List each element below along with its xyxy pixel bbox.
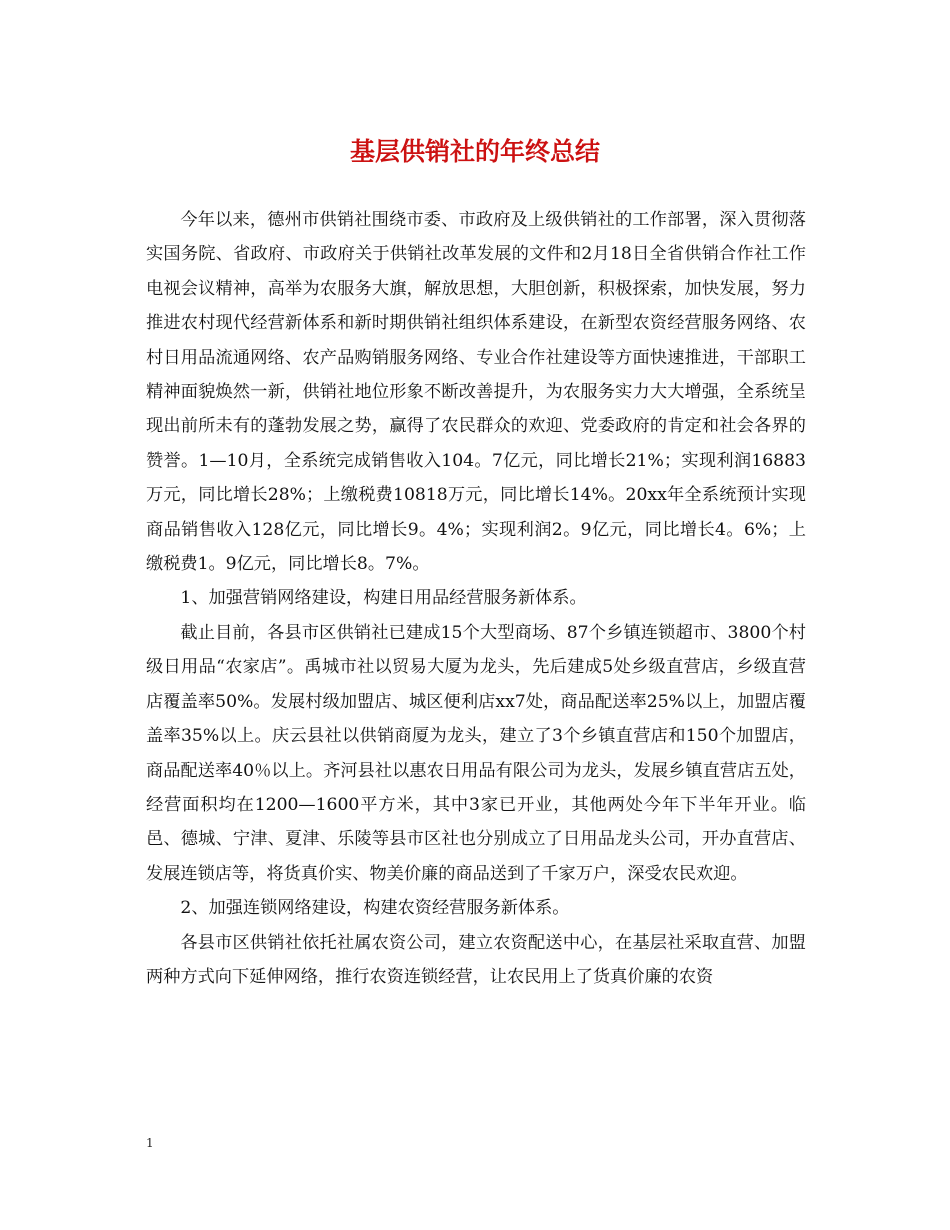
- section-heading-2: 2、加强连锁网络建设，构建农资经营服务新体系。: [180, 898, 570, 919]
- document-title: 基层供销社的年终总结: [349, 137, 600, 166]
- paragraph-intro: 今年以来，德州市供销社围绕市委、市政府及上级供销社的工作部署，深入贯彻落实国务院、省政府、市政府关于供销社改革发展的文件和2月18日全省供销合作社工作电视会议精神，高举为农服务大旗，解放思想，大胆创新，积极探索，加快发展，努力推进农村现代经营新体系和新时期供销社组织体系建设，在新型农资经营服务网络、农村日用品流通网络、农产品购销服务网络、专业合作社建设等方面快速推进，干部职工精神面貌焕然一新，供销社地位形象不断改善提升，为农服务实力大大增强，全系统呈现出前所未有的蓬勃发展之势，赢得了农民群众的欢迎、党委政府的肯定和社会各界的赞誉。1—10月，全系统完成销售收入104。7亿元，同比增长21%；实现利润16883万元，同比增长28%；上缴税费10818万元，同比增长14%。20xx年全系统预计实现商品销售收入128亿元，同比增长9。4%；实现利润2。9亿元，同比增长4。6%；上缴税费1。9亿元，同比增长8。7%。: [146, 210, 806, 575]
- paragraph-section-2: 各县市区供销社依托社属农资公司，建立农资配送中心，在基层社采取直营、加盟两种方式向下延伸网络，推行农资连锁经营，让农民用上了货真价廉的农资: [146, 932, 806, 987]
- page-number: 1: [146, 1136, 154, 1150]
- paragraph-section-1: 截止目前，各县市区供销社已建成15个大型商场、87个乡镇连锁超市、3800个村级日用品“农家店”。禹城市社以贸易大厦为龙头，先后建成5处乡级直营店，乡级直营店覆盖率50%。发展村级加盟店、城区便利店xx7处，商品配送率25%以上，加盟店覆盖率35%以上。庆云县社以供销商厦为龙头，建立了3个乡镇直营店和150个加盟店，商品配送率40％以上。齐河县社以惠农日用品有限公司为龙头，发展乡镇直营店五处，经营面积均在1200—1600平方米，其中3家已开业，其他两处今年下半年开业。临邑、德城、宁津、夏津、乐陵等县市区社也分别成立了日用品龙头公司，开办直营店、发展连锁店等，将货真价实、物美价廉的商品送到了千家万户，深受农民欢迎。: [146, 622, 806, 884]
- document-body: [146, 203, 806, 994]
- section-heading-1: 1、加强营销网络建设，构建日用品经营服务新体系。: [180, 588, 587, 609]
